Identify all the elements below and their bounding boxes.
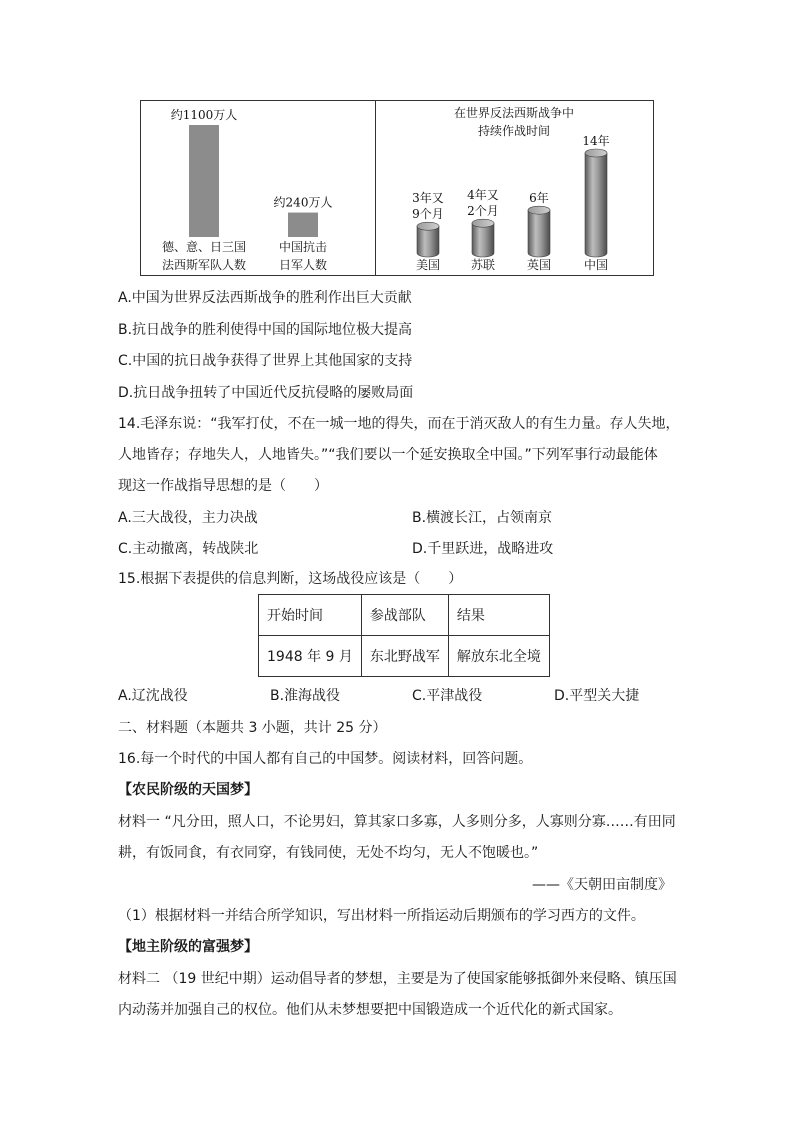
table-cell: 解放东北全境 <box>448 636 549 677</box>
q14-option-c: C.主动撤离，转战陕北 <box>118 541 259 557</box>
country-label: 美国 <box>415 258 441 272</box>
cylinder-body <box>585 153 607 257</box>
bar-caption: 日军人数 <box>278 258 328 272</box>
chart-title: 持续作战时间 <box>477 124 551 138</box>
bar-value-label: 约1100万人 <box>170 108 238 122</box>
bar-value-label: 约240万人 <box>273 195 333 210</box>
cylinder-body <box>417 226 439 257</box>
q15-option-d: D.平型关大捷 <box>554 688 640 704</box>
table-header-row <box>259 595 550 636</box>
q13-option-c: C.中国的抗日战争获得了世界上其他国家的支持 <box>118 353 413 369</box>
table-cell: 东北野战军 <box>361 636 448 677</box>
cylinder-body <box>528 210 550 257</box>
bar-caption: 中国抗击 <box>278 240 328 254</box>
material1-source: ——《天朝田亩制度》 <box>532 877 672 893</box>
q14-stem-line2: 人地皆存；存地失人，人地皆失。”“我们要以一个延安换取全中国。”下列军事行动最能体 <box>118 447 658 463</box>
country-label: 中国 <box>583 258 609 272</box>
q13-option-a: A.中国为世界反法西斯战争的胜利作出巨大贡献 <box>118 290 412 306</box>
q14-stem-line1: 14.毛泽东说：“我军打仗，不在一城一地的得失，而在于消灭敌人的有生力量。存人失地， <box>118 416 680 432</box>
q14-stem-line3: 现这一作战指导思想的是（ ） <box>118 478 328 494</box>
material2-line1: 材料二 （19 世纪中期）运动倡导者的梦想，主要是为了使国家能够抵御外来侵略、镇压国 <box>118 971 677 987</box>
material1-line2: 耕，有饭同食，有衣同穿，有钱同使，无处不均匀，无人不饱暖也。” <box>118 845 539 861</box>
table-header-cell: 开始时间 <box>259 595 362 636</box>
cylinder-body <box>472 223 494 257</box>
country-label: 苏联 <box>470 258 496 272</box>
sub-question-1: （1）根据材料一并结合所学知识，写出材料一所指运动后期颁布的学习西方的文件。 <box>118 908 645 924</box>
section2-heading: 二、材料题（本题共 3 小题，共计 25 分） <box>118 720 387 736</box>
q15-table <box>258 594 550 677</box>
q13-option-d: D.抗日战争扭转了中国近代反抗侵略的屡败局面 <box>118 385 414 401</box>
comparison-figure <box>140 100 654 276</box>
q14-option-d: D.千里跃进，战略进攻 <box>412 541 554 557</box>
right-cylinder-chart <box>412 105 609 272</box>
cylinder-cap <box>528 206 550 214</box>
bar <box>288 213 318 237</box>
chart-title: 在世界反法西斯战争中 <box>453 106 575 120</box>
part2-title: 【地主阶级的富强梦】 <box>118 939 258 955</box>
q14-option-b: B.横渡长江，占领南京 <box>412 510 553 526</box>
q15-option-b: B.淮海战役 <box>270 688 341 704</box>
bar <box>189 125 219 237</box>
left-bar-chart <box>162 108 332 272</box>
bar-caption: 德、意、日三国 <box>161 240 247 254</box>
q14-option-a: A.三大战役，主力决战 <box>118 510 258 526</box>
cylinder-value-label: 6年 <box>529 191 549 206</box>
q15-option-c: C.平津战役 <box>412 688 483 704</box>
q13-option-b: B.抗日战争的胜利使得中国的国际地位极大提高 <box>118 322 413 338</box>
q15-option-a: A.辽沈战役 <box>118 688 188 704</box>
table-header-cell: 结果 <box>448 595 549 636</box>
q15-stem: 15.根据下表提供的信息判断，这场战役应该是（ ） <box>118 571 463 587</box>
cylinder-value-label: 2个月 <box>467 204 499 219</box>
cylinder-cap <box>585 149 607 157</box>
cylinder-cap <box>472 219 494 227</box>
q16-stem: 16.每一个时代的中国人都有自己的中国梦。阅读材料，回答问题。 <box>118 751 533 767</box>
table-row <box>259 636 550 677</box>
table-header-cell: 参战部队 <box>361 595 448 636</box>
cylinder-value-label: 14年 <box>582 134 610 148</box>
part1-title: 【农民阶级的天国梦】 <box>118 782 258 798</box>
material1-line1: 材料一 “凡分田，照人口，不论男妇，算其家口多寡，人多则分多，人寡则分寡……有田同 <box>118 814 676 830</box>
cylinder-cap <box>417 222 439 230</box>
cylinder-value-label: 3年又 <box>412 191 444 206</box>
material2-line2: 内动荡并加强自己的权位。他们从未梦想要把中国锻造成一个近代化的新式国家。 <box>118 1002 622 1018</box>
cylinder-value-label: 9个月 <box>412 207 444 222</box>
table-cell: 1948 年 9 月 <box>259 636 362 677</box>
bar-caption: 法西斯军队人数 <box>161 258 247 272</box>
cylinder-value-label: 4年又 <box>467 188 499 203</box>
figure-svg <box>141 101 655 277</box>
country-label: 英国 <box>526 258 552 272</box>
